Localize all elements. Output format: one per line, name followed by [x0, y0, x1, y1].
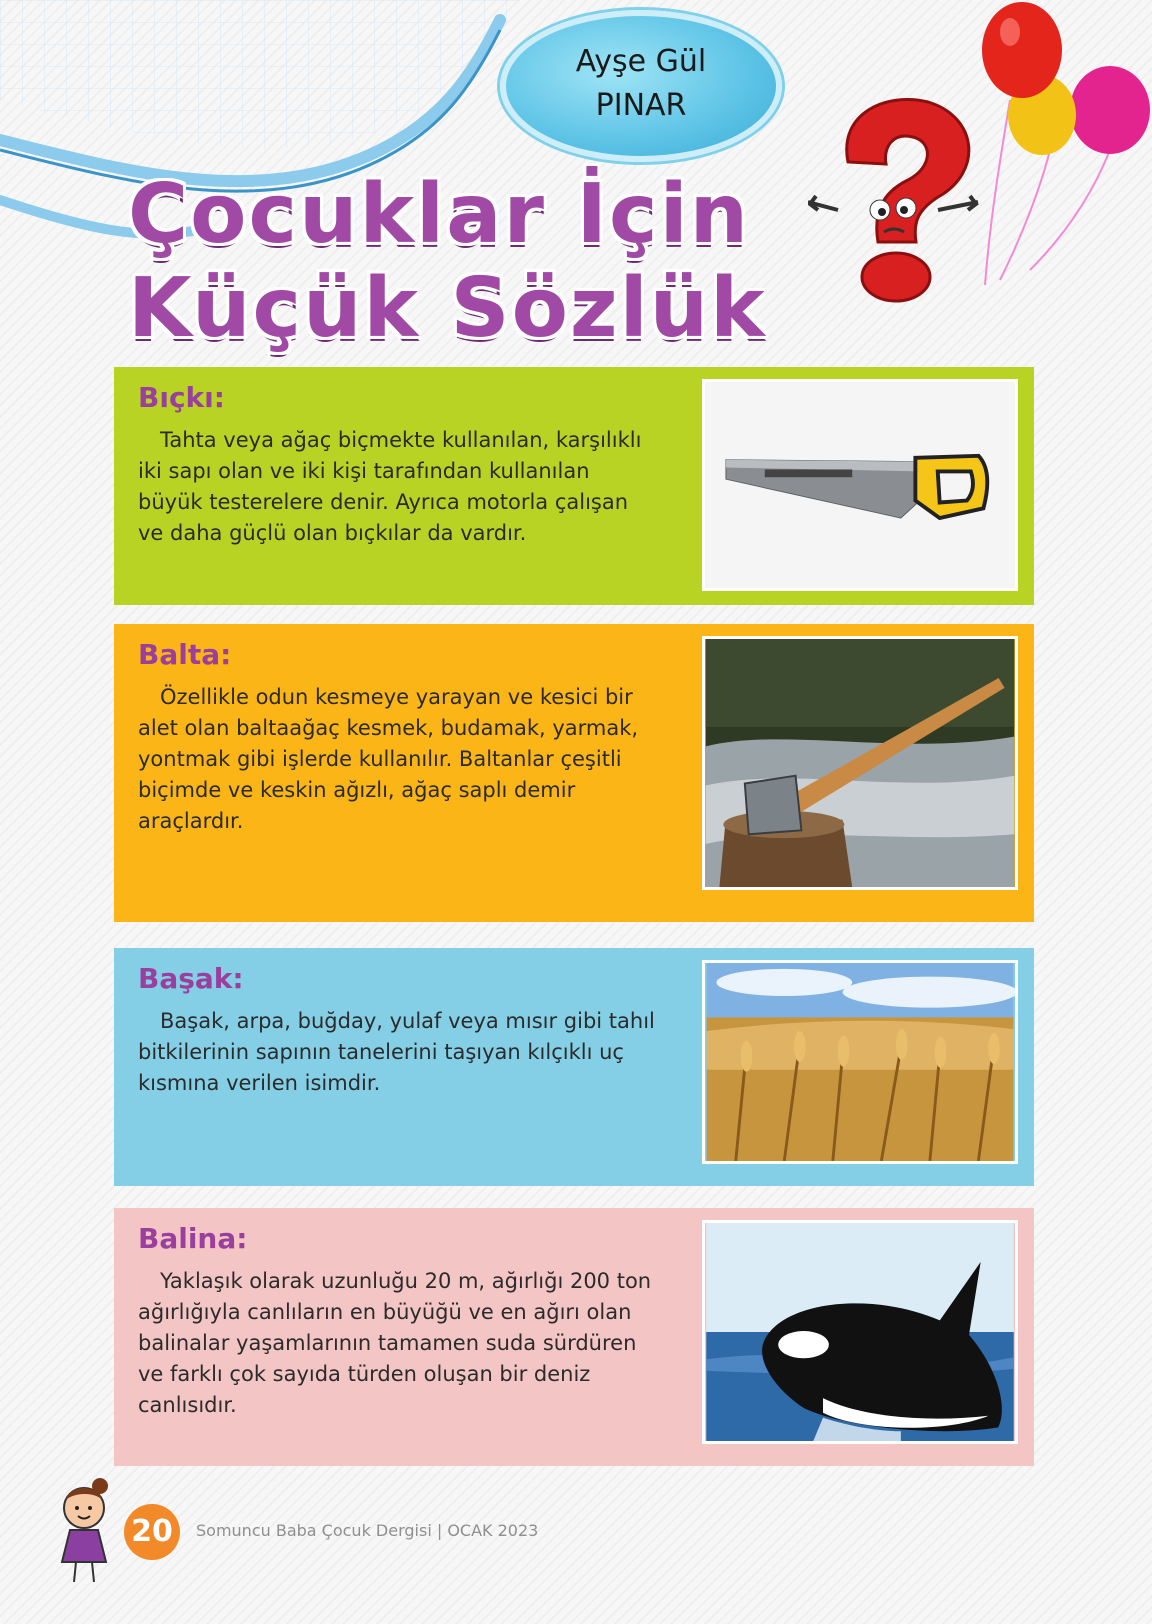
girl-mascot-icon: [52, 1478, 122, 1588]
question-mark-mascot-icon: [808, 92, 988, 312]
entry-card-balta: [114, 624, 1034, 922]
entry-card-balina: [114, 1208, 1034, 1466]
footer-magazine: Somuncu Baba Çocuk Dergisi | OCAK 2023: [196, 1521, 539, 1540]
orca-image: [702, 1220, 1018, 1444]
entry-card-bicki: [114, 367, 1034, 605]
entry-word: Balta:: [138, 638, 232, 671]
title-line-2: Küçük Sözlük: [128, 261, 767, 356]
entry-definition: Özellikle odun kesmeye yarayan ve kesici bir alet olan baltaağaç kesmek, budamak, yarmak, yontmak gibi işlerde kullanılır. Baltanlar çeşitli biçimde ve keskin ağızlı, ağaç saplı demir araçlardır.: [138, 685, 639, 833]
entry-card-basak: [114, 948, 1034, 1186]
wheat-field-image: [702, 960, 1018, 1164]
author-last-name: PINAR: [595, 88, 687, 123]
page-number: 20: [124, 1504, 180, 1560]
hand-saw-image: [702, 379, 1018, 591]
entry-word: Başak:: [138, 962, 244, 995]
author-first-name: Ayşe Gül: [575, 44, 707, 79]
title-line-1: Çocuklar İçin: [128, 167, 751, 262]
entry-definition: Yaklaşık olarak uzunluğu 20 m, ağırlığı 200 ton ağırlığıyla canlıların en büyüğü ve en ağırı olan balinalar yaşamlarının tamamen suda sürdüren ve farklı çok sayıda türden oluşan bir deniz canlısıdır.: [138, 1269, 652, 1417]
page-title: [128, 168, 767, 356]
entry-definition: Tahta veya ağaç biçmekte kullanılan, karşılıklı iki sapı olan ve iki kişi tarafından kullanılan büyük testerelere denir. Ayrıca motorla çalışan ve daha güçlü olan bıçkılar da vardır.: [138, 428, 642, 545]
balloons-icon: [980, 0, 1152, 290]
author-bubble: [500, 10, 782, 162]
entry-definition: Başak, arpa, buğday, yulaf veya mısır gibi tahıl bitkilerinin sapının tanelerini taşıyan kılçıklı uç kısmına verilen isimdir.: [138, 1009, 655, 1095]
entry-word: Balina:: [138, 1222, 248, 1255]
entry-word: Bıçkı:: [138, 381, 225, 414]
axe-image: [702, 636, 1018, 890]
